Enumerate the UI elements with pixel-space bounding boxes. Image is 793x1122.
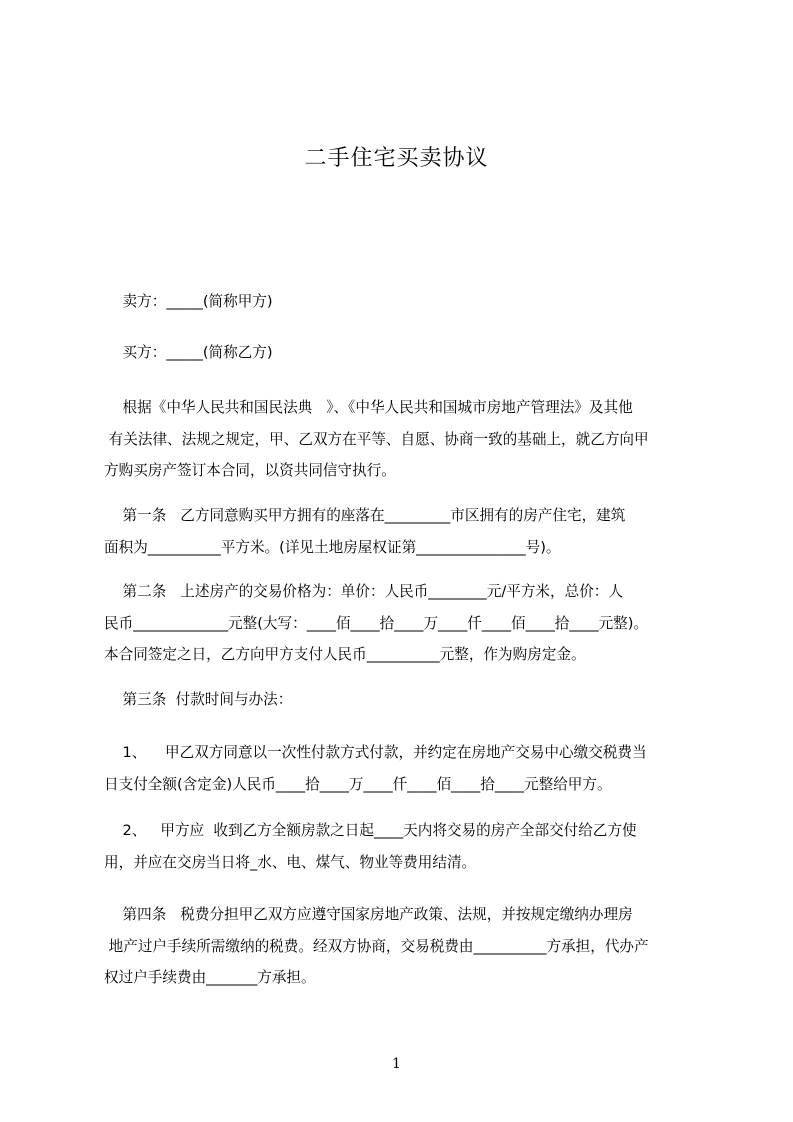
preamble-line: 有关法律、法规之规定，甲、乙双方在平等、自愿、协商一致的基础上，就乙方向甲 (104, 430, 649, 448)
clause-1-line: 日支付全额(含定金)人民币____拾____万____仟____佰____拾____元整给甲方。 (104, 775, 612, 793)
seller-text: 卖方：_____(简称甲方) (104, 293, 273, 310)
preamble-paragraph (104, 392, 704, 487)
article-1-line: 第一条 乙方同意购买甲方拥有的座落在_________市区拥有的房产住宅，建筑 (104, 507, 626, 524)
clause-2 (104, 815, 704, 878)
article-4-line: 地产过户手续所需缴纳的税费。经双方协商，交易税费由__________方承担，代办产 (104, 937, 649, 955)
document-title: 二手住宅买卖协议 (304, 146, 489, 171)
clause-1 (104, 737, 704, 800)
article-2-line: 本合同签定之日，乙方向甲方支付人民币__________元整，作为购房定金。 (104, 646, 586, 663)
article-3-heading (104, 684, 704, 716)
article-4-line: 第四条 税费分担甲乙双方应遵守国家房地产政策、法规，并按规定缴纳办理房 (104, 906, 633, 923)
article-3-heading-text: 第三条 付款时间与办法： (104, 691, 293, 708)
buyer-text: 买方：_____(简称乙方) (104, 344, 273, 361)
buyer-line (104, 337, 704, 369)
clause-2-line: 2、 甲方应 收到乙方全额房款之日起____天内将交易的房产全部交付给乙方使 (104, 822, 637, 839)
article-2-line: 第二条 上述房产的交易价格为：单价：人民币________元/平方米，总价：人 (104, 583, 623, 600)
article-2 (104, 576, 704, 671)
preamble-line: 根据《中华人民共和国民法典 》、《中华人民共和国城市房地产管理法》及其他 (104, 399, 633, 416)
article-1-line: 面积为__________平方米。(详见土地房屋权证第_______________号)。 (104, 538, 561, 556)
article-4 (104, 899, 704, 994)
clause-2-line: 用，并应在交房当日将_水、电、煤气、物业等费用结清。 (104, 853, 477, 871)
clause-1-line: 1、 甲乙双方同意以一次性付款方式付款，并约定在房地产交易中心缴交税费当 (104, 744, 647, 761)
page-number: 1 (392, 1056, 401, 1072)
article-2-line: 民币_____________元整(大写：____佰____拾____万____仟____佰____拾____元整)。 (104, 614, 649, 632)
article-4-line: 权过户手续费由_______方承担。 (104, 969, 316, 986)
preamble-line: 方购买房产签订本合同，以资共同信守执行。 (104, 462, 396, 479)
seller-line (104, 286, 704, 318)
article-1 (104, 500, 704, 563)
